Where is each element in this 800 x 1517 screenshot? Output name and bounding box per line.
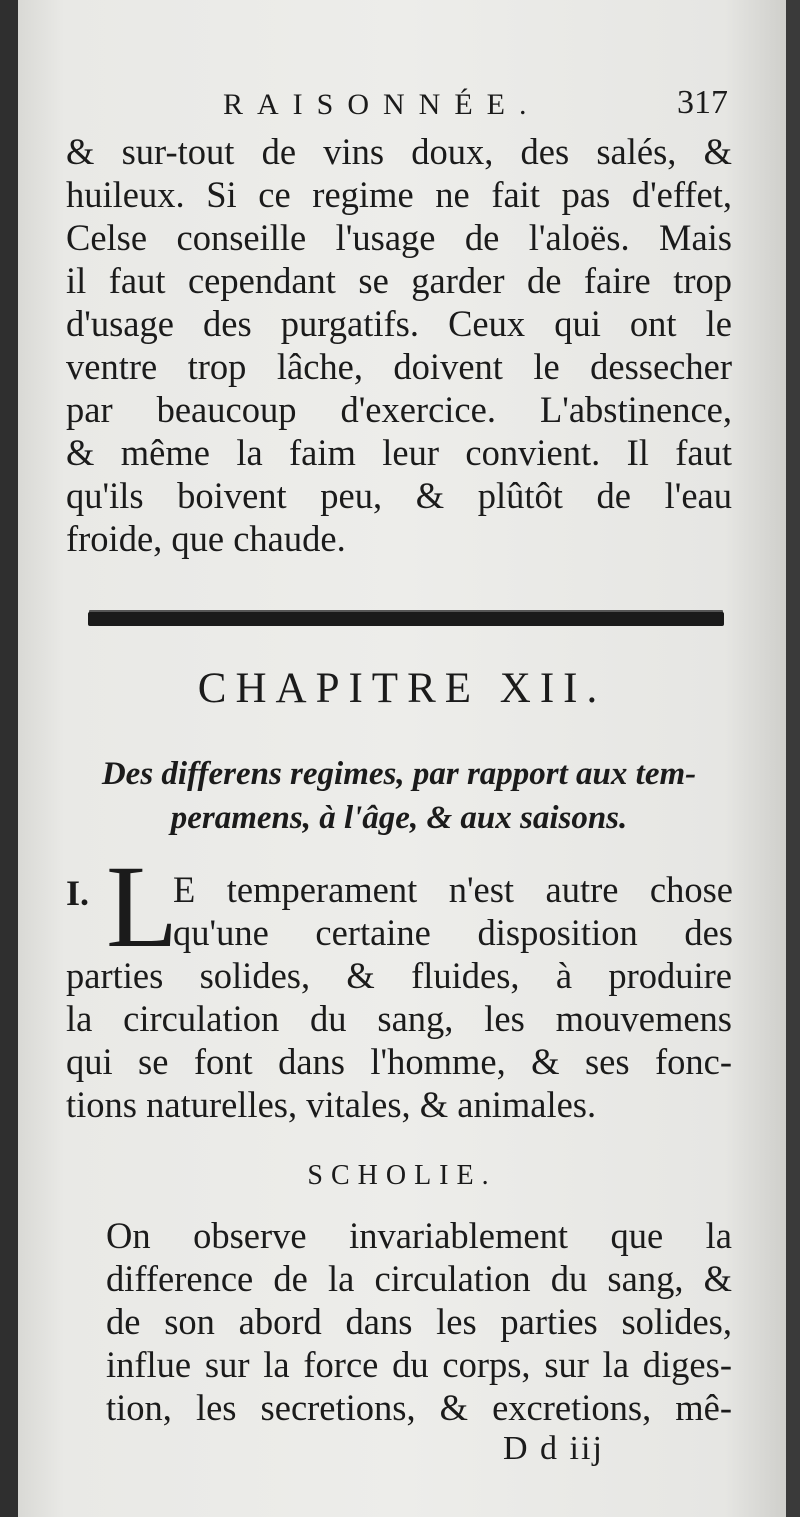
- text-line: parties solides, & fluides, à produire: [66, 955, 732, 996]
- page-edge-shadow: [0, 0, 18, 1517]
- scholie-paragraph: [66, 1214, 732, 1429]
- text-line: influe sur la force du corps, sur la diges-: [106, 1344, 732, 1385]
- text-line: E temperament n'est autre chose: [173, 869, 733, 910]
- text-line: de son abord dans les parties solides,: [106, 1301, 732, 1342]
- text-line: On observe invariablement que la: [106, 1215, 732, 1256]
- text-line: qu'une certaine disposition des: [173, 912, 733, 953]
- text-line: qu'ils boivent peu, & plûtôt de l'eau: [66, 475, 732, 516]
- page-number: 317: [677, 84, 728, 121]
- text-line: & même la faim leur convient. Il faut: [66, 432, 732, 473]
- text-line: il faut cependant se garder de faire trop: [66, 260, 732, 301]
- text-line: Celse conseille l'usage de l'aloës. Mais: [66, 217, 732, 258]
- text-line: ventre trop lâche, doivent le dessecher: [66, 346, 732, 387]
- subtitle-line: Des differens regimes, par rapport aux tem-: [101, 756, 697, 792]
- scholie-heading: SCHOLIE.: [307, 1160, 497, 1191]
- text-line: d'usage des purgatifs. Ceux qui ont le: [66, 303, 732, 344]
- chapter-divider-rule: [88, 612, 724, 626]
- section-number: I.: [66, 873, 90, 913]
- section-paragraph: [66, 954, 732, 1126]
- subtitle-line: peramens, à l'âge, & aux saisons.: [170, 800, 628, 836]
- text-line: la circulation du sang, les mouvemens: [66, 998, 732, 1039]
- text-line: difference de la circulation du sang, &: [106, 1258, 732, 1299]
- drop-cap: L: [106, 841, 179, 972]
- text-line: & sur-tout de vins doux, des salés, &: [66, 131, 732, 172]
- text-line: qui se font dans l'homme, & ses fonc-: [66, 1041, 732, 1082]
- paragraph-continuation: [66, 130, 732, 560]
- text-line: huileux. Si ce regime ne fait pas d'effet,: [66, 174, 732, 215]
- text-line: froide, que chaude.: [66, 518, 346, 559]
- running-head: [18, 84, 786, 128]
- chapter-subtitle: [66, 752, 732, 840]
- text-line: par beaucoup d'exercice. L'abstinence,: [66, 389, 732, 430]
- signature-mark: D d iij: [503, 1430, 604, 1467]
- text-line: tions naturelles, vitales, & animales.: [66, 1084, 597, 1125]
- chapter-title: CHAPITRE XII.: [197, 665, 607, 712]
- text-line: tion, les secretions, & excretions, mê-: [106, 1387, 732, 1428]
- book-page: [18, 0, 786, 1517]
- running-head-title: RAISONNÉE.: [223, 88, 541, 121]
